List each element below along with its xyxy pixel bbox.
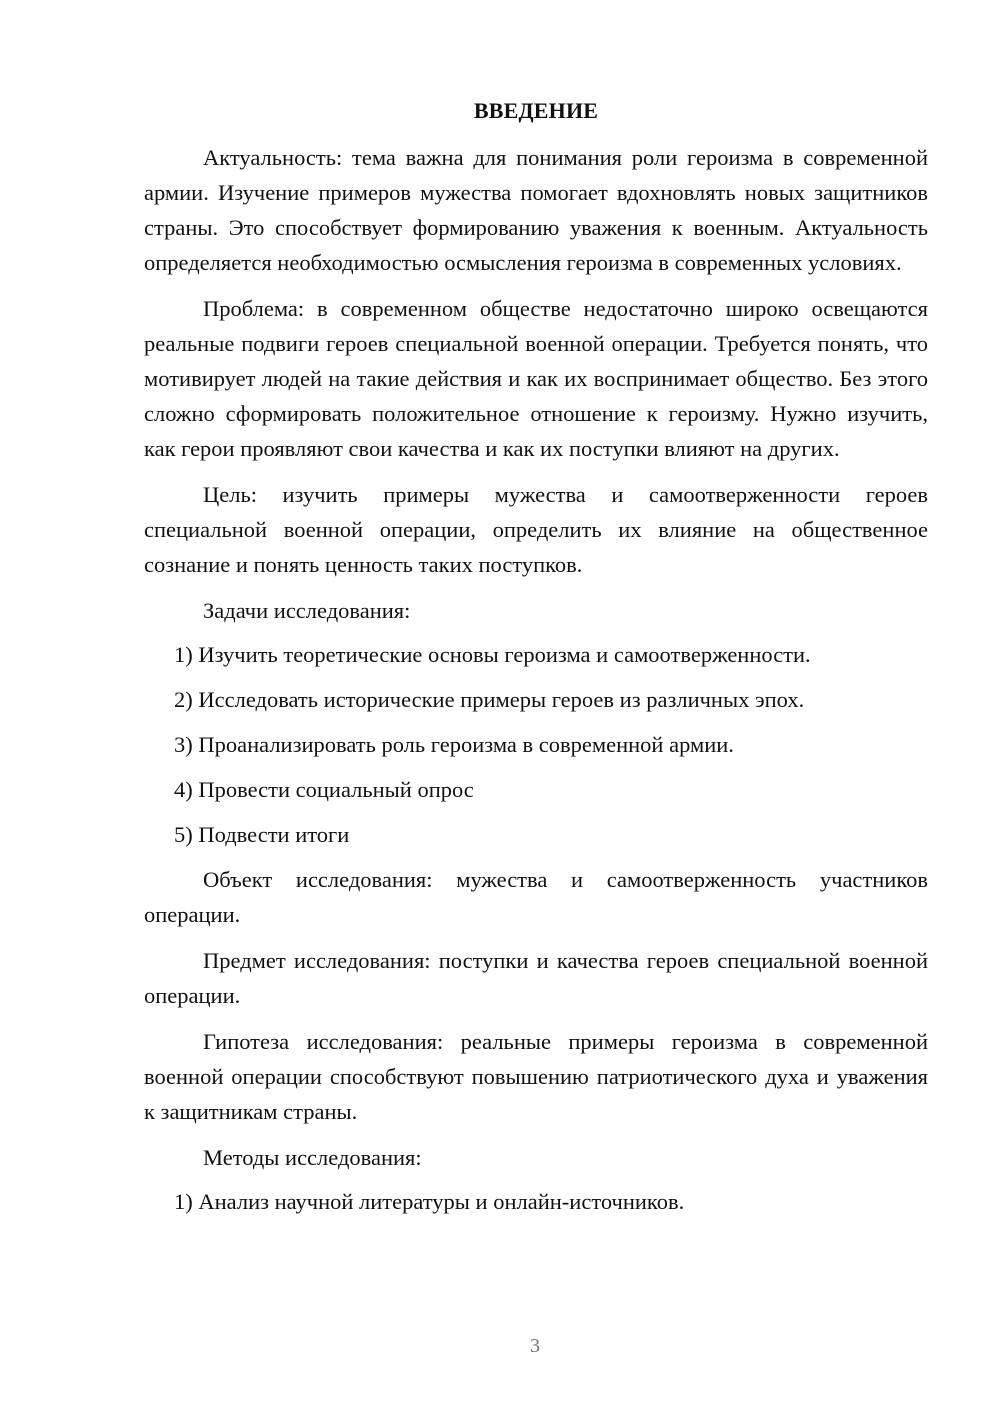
methods-heading: Методы исследования: (203, 1145, 422, 1170)
task-item-1: 1) Изучить теоретические основы героизма и самоотверженности. (174, 642, 811, 667)
section-title: ВВЕДЕНИЕ (473, 98, 599, 123)
document-body (144, 95, 928, 1229)
task-item-3: 3) Проанализировать роль героизма в современной армии. (174, 732, 734, 757)
subject-paragraph: Предмет исследования: поступки и качества героев специальной военной операции. (144, 948, 928, 1008)
task-item-2: 2) Исследовать исторические примеры героев из различных эпох. (174, 687, 805, 712)
task-item-4: 4) Провести социальный опрос (174, 777, 474, 802)
hypothesis-paragraph: Гипотеза исследования: реальные примеры героизма в современной военной операции способствуют повышению патриотического духа и уважения к защитникам страны. (144, 1029, 928, 1124)
tasks-heading: Задачи исследования: (203, 598, 411, 623)
relevance-paragraph: Актуальность: тема важна для понимания роли героизма в современной армии. Изучение примеров мужества помогает вдохновлять новых защитников страны. Это способствует формированию уважения к военным. Актуальность определяется необходимостью осмысления героизма в современных условиях. (144, 145, 928, 275)
object-paragraph: Объект исследования: мужества и самоотверженность участников операции. (144, 867, 928, 927)
goal-paragraph: Цель: изучить примеры мужества и самоотверженности героев специальной военной операции, определить их влияние на общественное сознание и понять ценность таких поступков. (144, 482, 928, 577)
task-item-5: 5) Подвести итоги (174, 822, 350, 847)
page-number: 3 (530, 1335, 540, 1357)
method-item-1: 1) Анализ научной литературы и онлайн-источников. (174, 1189, 685, 1214)
problem-paragraph: Проблема: в современном обществе недостаточно широко освещаются реальные подвиги героев специальной военной операции. Требуется понять, что мотивирует людей на такие действия и как их воспринимает общество. Без этого сложно сформировать положительное отношение к героизму. Нужно изучить, как герои проявляют свои качества и как их поступки влияют на других. (144, 296, 928, 461)
